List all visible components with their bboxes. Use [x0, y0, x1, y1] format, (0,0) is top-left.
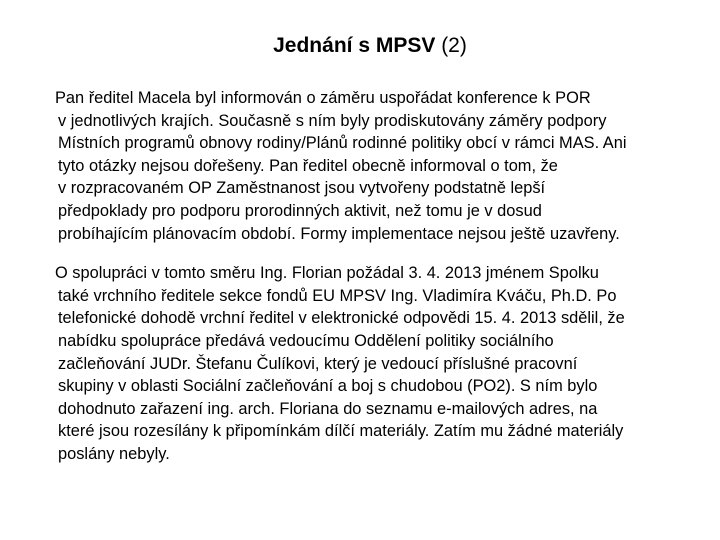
text-line: také vrchního ředitele sekce fondů EU MPSV Ing. Vladimíra Kváču, Ph.D. Po	[58, 286, 617, 305]
text-line: začleňování JUDr. Štefanu Čulíkovi, který je vedoucí příslušné pracovní	[58, 354, 578, 373]
text-line: poslány nebyly.	[58, 444, 170, 463]
text-line: nabídku spolupráce předává vedoucímu Oddělení politiky sociálního	[58, 331, 554, 350]
text-line: v jednotlivých krajích. Současně s ním byly prodiskutovány záměry podpory	[58, 111, 607, 130]
text-line: telefonické dohodě vrchní ředitel v elektronické odpovědi 15. 4. 2013 sdělil, že	[58, 309, 625, 328]
text-line: Místních programů obnovy rodiny/Plánů rodinné politiky obcí v rámci MAS. Ani	[58, 134, 627, 153]
text-line: O spolupráci v tomto směru Ing. Florian požádal 3. 4. 2013 jménem Spolku	[55, 264, 599, 283]
paragraph-1	[55, 87, 698, 245]
text-line: předpoklady pro podporu prorodinných aktivit, než tomu je v dosud	[58, 201, 542, 220]
text-line: probíhajícím plánovacím období. Formy implementace nejsou ještě uzavřeny.	[58, 224, 620, 243]
text-line: tyto otázky nejsou dořešeny. Pan ředitel obecně informoval o tom, že	[58, 156, 558, 175]
text-line: které jsou rozesílány k připomínkám dílčí materiály. Zatím mu žádné materiály	[58, 422, 624, 441]
text-line: v rozpracovaném OP Zaměstnanost jsou vytvořeny podstatně lepší	[58, 179, 546, 198]
text-line: dohodnuto zařazení ing. arch. Floriana do seznamu e-mailových adres, na	[58, 399, 598, 418]
text-line: Pan ředitel Macela byl informován o záměru uspořádat konference k POR	[55, 89, 591, 107]
paragraph-2	[55, 262, 698, 465]
slide-body	[55, 87, 698, 466]
slide-title-suffix: (2)	[441, 34, 467, 57]
slide-title-main: Jednání s MPSV	[273, 34, 436, 57]
slide-title	[0, 33, 720, 59]
text-line: skupiny v oblasti Sociální začleňování a boj s chudobou (PO2). S ním bylo	[58, 377, 598, 396]
